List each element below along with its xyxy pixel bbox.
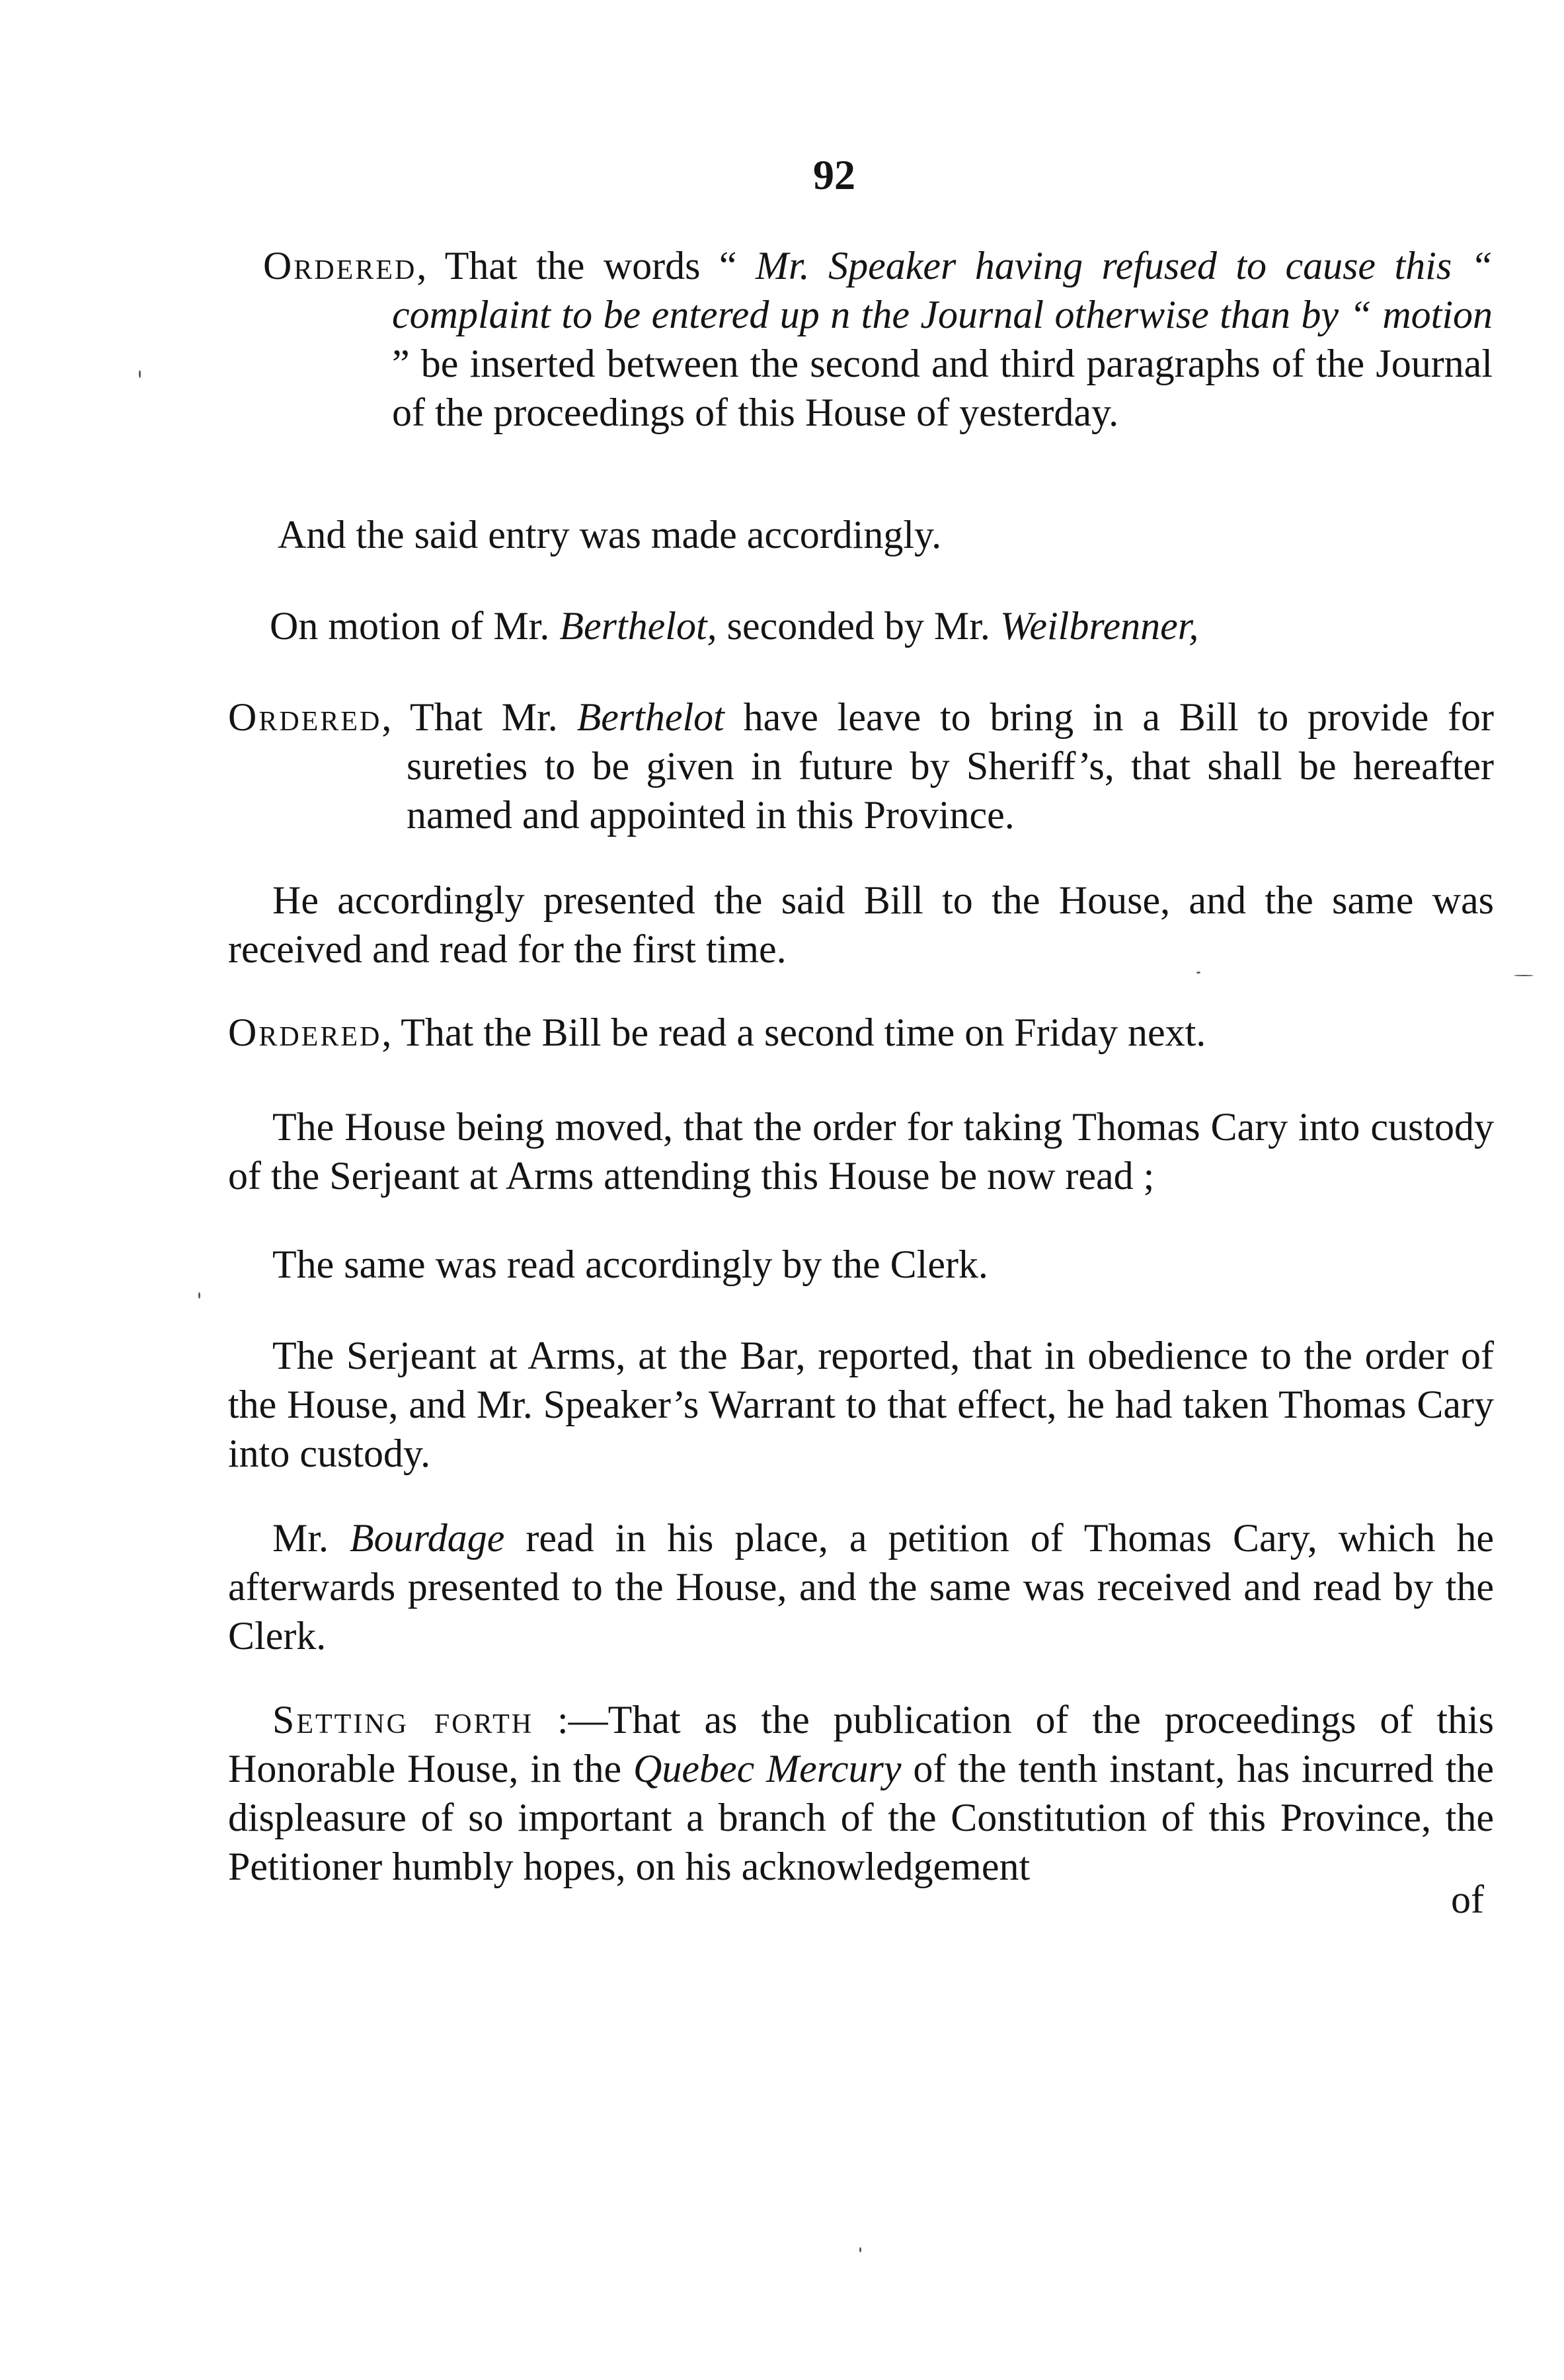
scan-speck	[1196, 972, 1200, 974]
text-segment: , That the words “	[416, 244, 756, 288]
member-name: Weilbrenner,	[999, 604, 1199, 648]
paragraph-petition	[228, 1514, 1494, 1660]
quoted-motion-text: Mr. Speaker having refused to cause this “ complaint to be entered up n the Journal otherwise than by “ motion	[392, 244, 1493, 336]
text-segment: ” be inserted between the second and third paragraphs of the Journal of the proceedings of this House of yesterday.	[392, 342, 1493, 434]
paragraph-bill-presented: He accordingly presented the said Bill to the House, and the same was received and read for the first time.	[228, 878, 1494, 971]
page-number: 92	[813, 151, 855, 198]
member-name: Bourdage	[350, 1516, 505, 1560]
text-segment: seconded by Mr.	[717, 604, 1000, 648]
paragraph-body	[263, 241, 1493, 437]
paragraph-ordered-bill	[228, 693, 1494, 839]
paragraph-house-moved: The House being moved, that the order for taking Thomas Cary into custody of the Serjeant at Arms attending this House be now read ;	[228, 1105, 1494, 1198]
text-segment: read in his place, a petition of Thomas Cary, which he afterwards presented to the House, and the same was received and read by the Clerk.	[228, 1516, 1494, 1658]
scan-speck	[139, 370, 141, 378]
paragraph-ordered-words	[263, 241, 1493, 437]
ordered-label: Ordered	[228, 1011, 382, 1054]
member-name: Berthelot,	[559, 604, 717, 648]
paragraph-motion	[270, 601, 1493, 650]
paragraph-entry-made: And the said entry was made accordingly.	[278, 513, 942, 557]
text-segment: , That Mr.	[381, 695, 577, 739]
member-name: Berthelot	[576, 695, 724, 739]
text-segment: Mr.	[272, 1516, 350, 1560]
setting-forth-label: Setting forth	[272, 1698, 534, 1742]
scan-speck	[859, 2247, 861, 2252]
catchword: of	[1451, 1878, 1484, 1921]
newspaper-name: Quebec Mercury	[633, 1747, 902, 1790]
scan-speck	[1514, 975, 1534, 976]
ordered-label: Ordered	[228, 695, 382, 739]
text-segment: On motion of Mr.	[270, 604, 560, 648]
paragraph-ordered-second-reading	[228, 1008, 1494, 1057]
paragraph-setting-forth	[228, 1695, 1494, 1891]
text-segment: of the tenth instant, has incurred the displeasure of so important a branch of the Constitution of this Province, the Petitioner humbly hopes, on his acknowledgement	[228, 1747, 1494, 1888]
ordered-label: Ordered	[263, 244, 417, 288]
text-segment: :—That as the publication of the proceedings of this Honorable House, in the	[228, 1698, 1495, 1790]
paragraph-serjeant-report: The Serjeant at Arms, at the Bar, reported, that in obedience to the order of the House, and Mr. Speaker’s Warrant to that effect, he had taken Thomas Cary into custody.	[228, 1334, 1494, 1475]
text-segment: have leave to bring in a Bill to provide for sureties to be given in future by Sheriff’s, that shall be hereafter named and appointed in this Province.	[407, 695, 1494, 837]
paragraph-read-by-clerk: The same was read accordingly by the Clerk.	[272, 1243, 988, 1286]
text-segment: , That the Bill be read a second time on Friday next.	[381, 1011, 1206, 1054]
scan-speck	[198, 1292, 200, 1299]
